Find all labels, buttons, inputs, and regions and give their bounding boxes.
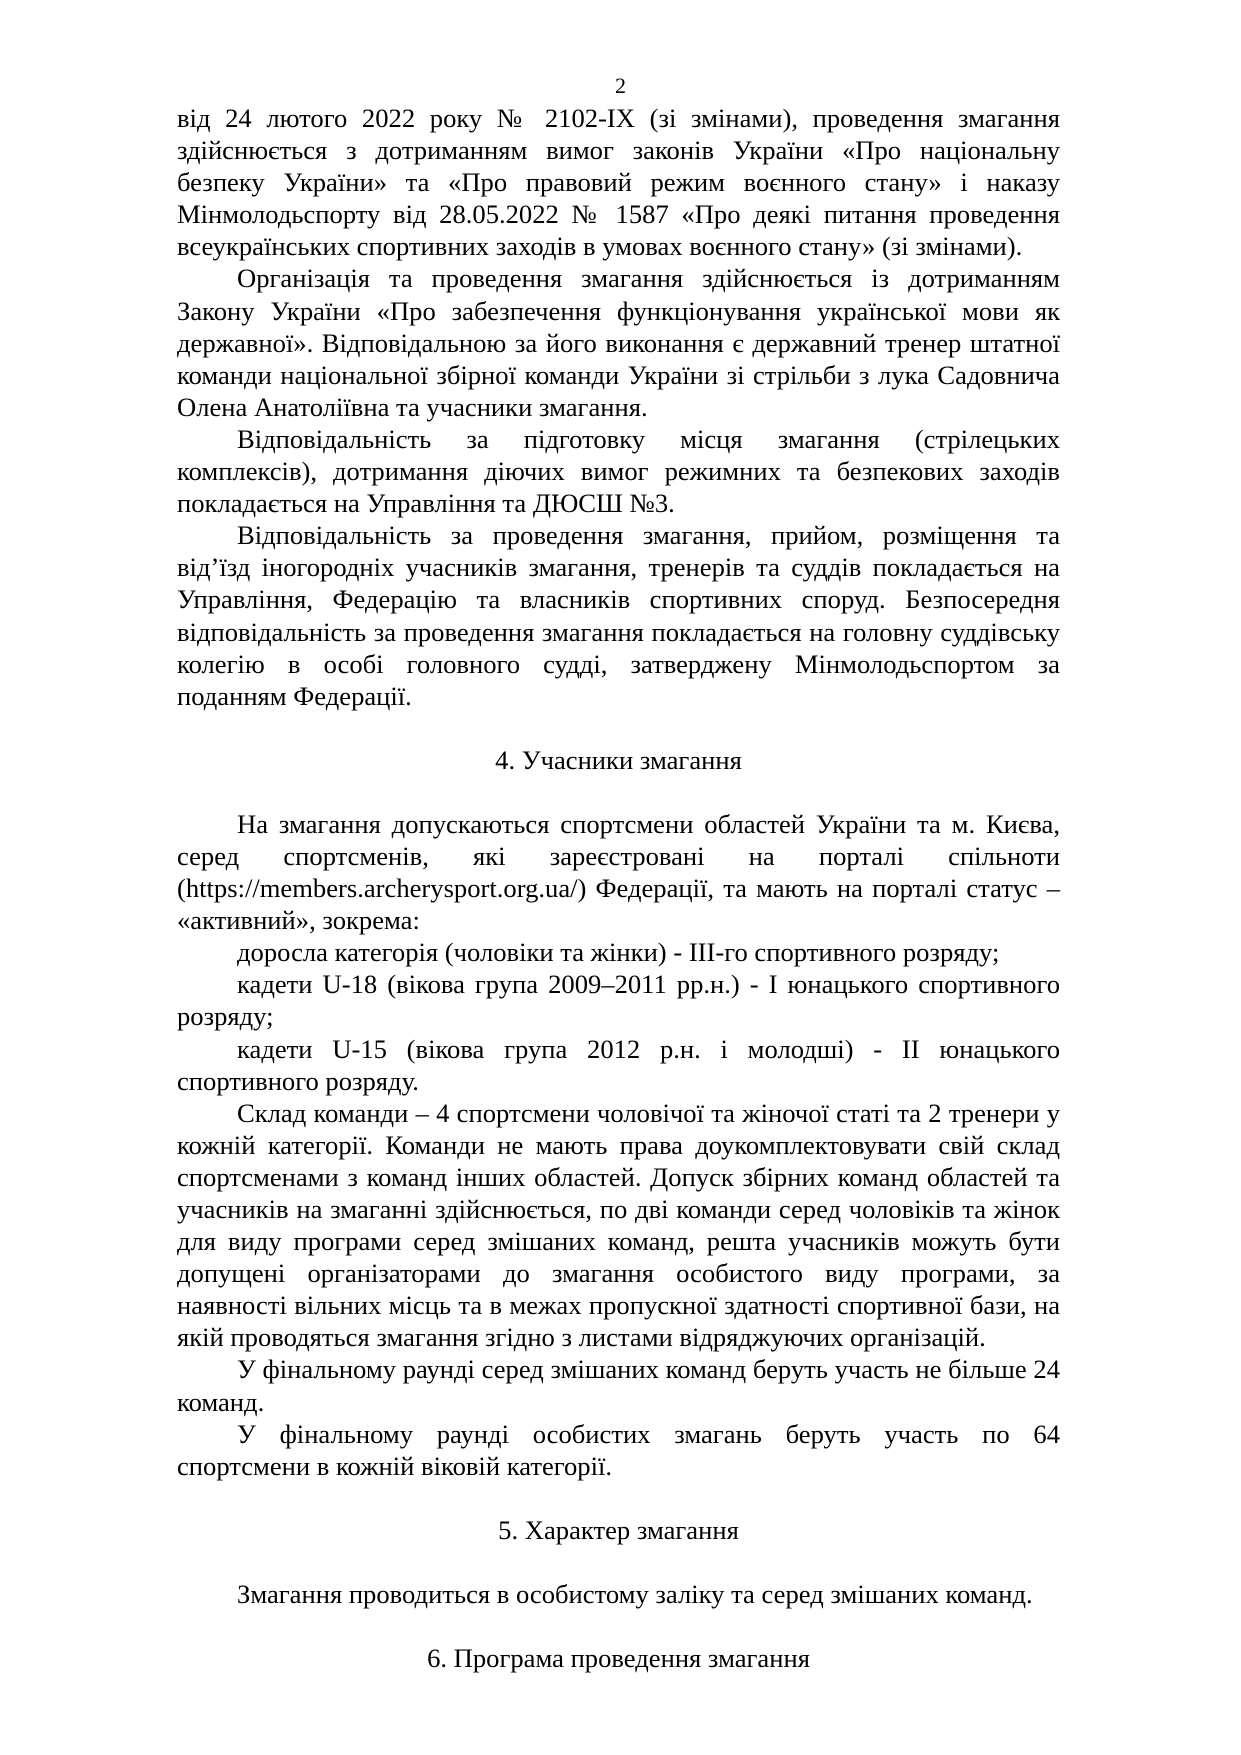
paragraph-individual-final: У фінальному раунді особистих змагань беруть участь по 64 спортсмени в кожній віковій категорії. bbox=[177, 1418, 1060, 1481]
paragraph-competition-type: Змагання проводиться в особистому заліку та серед змішаних команд. bbox=[237, 1578, 1033, 1609]
spacer bbox=[177, 776, 1060, 808]
paragraph-organization-responsibility: Відповідальність за проведення змагання, прийом, розміщення та від’їзд іногородніх учасників змагання, тренерів та суддів покладається на Управління, Федерацію та власників спортивних споруд. Безпосередня відповідальність за проведення змагання покладається на головну суддівську колегію в особі головного судді, затверджену Мінмолодьспортом за поданням Федерації. bbox=[177, 520, 1060, 711]
spacer bbox=[177, 712, 1060, 744]
list-item-adult-category: доросла категорія (чоловіки та жінки) - ІІІ-го спортивного розряду; bbox=[237, 937, 1000, 968]
list-item-cadets-u18: кадети U-18 (вікова група 2009–2011 рр.н.) - І юнацького спортивного розряду; bbox=[177, 969, 1060, 1032]
paragraph-language-compliance: Організація та проведення змагання здійснюється із дотриманням Закону України «Про забезпечення функціонування української мови як державної». Відповідальною за його виконання є державний тренер штатної команди національної збірної команди України зі стрільби з лука Садовнича Олена Анатоліївна та учасники змагання. bbox=[177, 263, 1060, 422]
paragraph-legal-basis: від 24 лютого 2022 року № 2102-IX (зі змінами), проведення змагання здійснюється з дотриманням вимог законів України «Про національну безпеку України» та «Про правовий режим воєнного стану» і наказу Мінмолодьспорту від 28.05.2022 № 1587 «Про деякі питання проведення всеукраїнських спортивних заходів в умовах воєнного стану» (зі змінами). bbox=[177, 103, 1060, 262]
paragraph-admission: На змагання допускаються спортсмени областей України та м. Києва, серед спортсменів, які зареєстровані на порталі спільноти (https://members.archerysport.org.ua/) Федерації, та мають на порталі статус – «активний», зокрема: bbox=[177, 808, 1060, 936]
spacer bbox=[177, 1546, 1060, 1578]
paragraph-team-composition: Склад команди – 4 спортсмени чоловічої та жіночої статі та 2 тренери у кожній категорії. Команди не мають права доукомплектовувати свій склад спортсменами з команд інших областей. Допуск збірних команд областей та учасників на змаганні здійснюється, по дві команди серед чоловіків та жінок для виду програми серед змішаних команд, решта учасників можуть бути допущені організаторами до змагання особистого виду програми, за наявності вільних місць та в межах пропускної здатності спортивної бази, на якій проводяться змагання згідно з листами відряджуючих організацій. bbox=[177, 1097, 1060, 1353]
paragraph-venue-responsibility: Відповідальність за підготовку місця змагання (стрілецьких комплексів), дотримання діючих вимог режимних та безпекових заходів покладається на Управління та ДЮСШ №3. bbox=[177, 423, 1060, 519]
section-heading-competition-type: 5. Характер змагання bbox=[498, 1514, 739, 1545]
spacer bbox=[177, 1482, 1060, 1514]
page-number: 2 bbox=[615, 73, 626, 98]
section-heading-program: 6. Програма проведення змагання bbox=[427, 1643, 810, 1674]
list-item-cadets-u15: кадети U-15 (вікова група 2012 р.н. і молодші) - ІІ юнацького спортивного розряду. bbox=[177, 1033, 1060, 1096]
document-body bbox=[177, 102, 1060, 1674]
spacer bbox=[177, 1610, 1060, 1642]
paragraph-mixed-teams-final: У фінальному раунді серед змішаних команд беруть участь не більше 24 команд. bbox=[177, 1354, 1060, 1417]
section-heading-participants: 4. Учасники змагання bbox=[495, 744, 742, 775]
